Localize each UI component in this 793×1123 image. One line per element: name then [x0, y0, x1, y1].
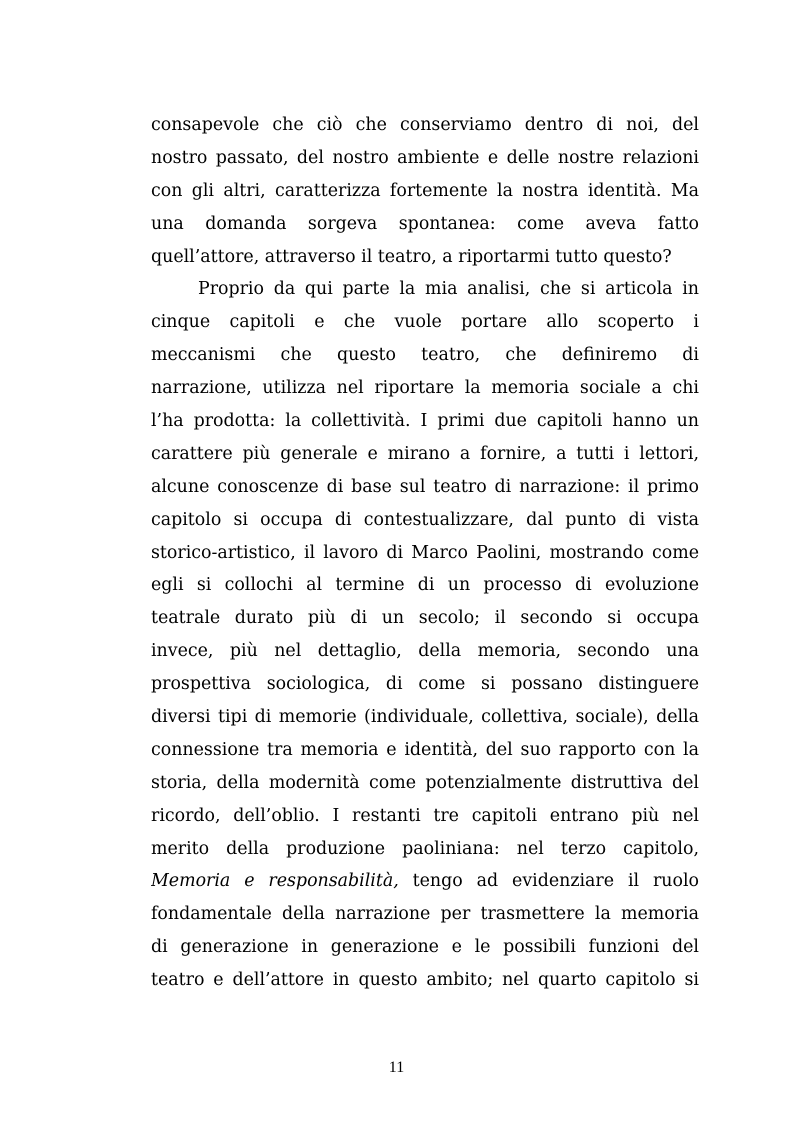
text-line-25: fondamentale della narrazione per trasmettere la memoria [151, 904, 699, 925]
text-line-14: storico-artistico, il lavoro di Marco Paolini, mostrando come [151, 542, 699, 563]
text-line-11: carattere più generale e mirano a fornire, a tutti i lettori, [151, 443, 699, 464]
text-line-27: teatro e dell’attore in questo ambito; nel quarto capitolo si [151, 970, 699, 991]
text-line-23: merito della produzione paoliniana: nel terzo capitolo, [151, 838, 699, 859]
text-line-18: prospettiva sociologica, di come si possano distinguere [151, 674, 699, 695]
text-line-17: invece, più nel dettaglio, della memoria, secondo una [151, 641, 699, 662]
text-line-12: alcune conoscenze di base sul teatro di narrazione: il primo [151, 476, 699, 497]
text-line-10: l’ha prodotta: la collettività. I primi due capitoli hanno un [151, 411, 699, 432]
text-line-13: capitolo si occupa di contestualizzare, dal punto di vista [151, 509, 699, 530]
text-line-16: teatrale durato più di un secolo; il secondo si occupa [151, 608, 699, 629]
text-line-8: meccanismi che questo teatro, che definiremo di [151, 345, 699, 366]
text-line-7: cinque capitoli e che vuole portare allo scoperto i [151, 312, 699, 333]
text-line-19: diversi tipi di memorie (individuale, collettiva, sociale), della [151, 707, 699, 728]
text-line-5: quell’attore, attraverso il teatro, a riportarmi tutto questo? [151, 246, 672, 267]
text-line-3: con gli altri, caratterizza fortemente la nostra identità. Ma [151, 180, 699, 201]
text-line-4: una domanda sorgeva spontanea: come aveva fatto [151, 213, 699, 234]
text-line-22: ricordo, dell’oblio. I restanti tre capitoli entrano più nel [151, 805, 699, 826]
italic-section-title: Memoria e responsabilità, [151, 871, 399, 892]
text-line-2: nostro passato, del nostro ambiente e delle nostre relazioni [151, 147, 699, 168]
text-line-9: narrazione, utilizza nel riportare la memoria sociale a chi [151, 378, 699, 399]
text-line-20: connessione tra memoria e identità, del suo rapporto con la [151, 739, 699, 760]
page-number: 11 [388, 1059, 405, 1076]
text-line-1: consapevole che ciò che conserviamo dentro di noi, del [151, 115, 699, 135]
text-line-26: di generazione in generazione e le possibili funzioni del [151, 937, 699, 958]
body-text [151, 109, 699, 997]
text-line-21: storia, della modernità come potenzialmente distruttiva del [151, 772, 699, 793]
text-line-24-rest: tengo ad evidenziare il ruolo [412, 871, 699, 892]
text-line-6-paragraph-start: Proprio da qui parte la mia analisi, che si articola in [198, 279, 699, 300]
text-line-15: egli si collochi al termine di un processo di evoluzione [151, 575, 699, 596]
text-line-24 [151, 865, 699, 898]
